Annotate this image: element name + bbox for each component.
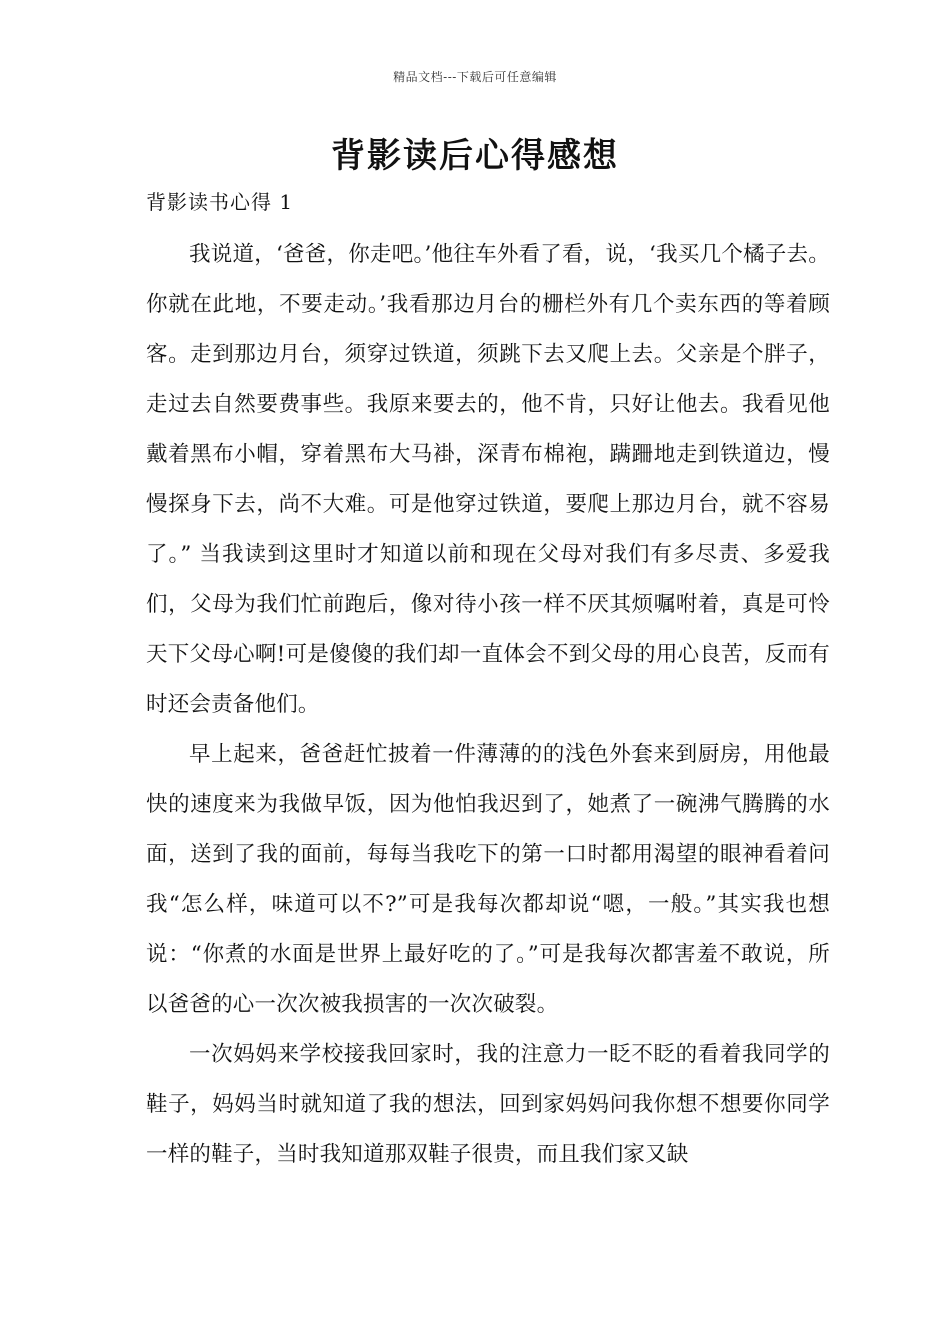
paragraph-2: 早上起来，爸爸赶忙披着一件薄薄的的浅色外套来到厨房，用他最快的速度来为我做早饭，因为他怕我迟到了，她煮了一碗沸气腾腾的水面，送到了我的面前，每每当我吃下的第一口时都用渴望的眼神看着问我“怎么样，味道可以不?”可是我每次都却说“嗯，一般。”其实我也想说：“你煮的水面是世界上最好吃的了。”可是我每次都害羞不敢说，所以爸爸的心一次次被我损害的一次次破裂。	[146, 742, 830, 1017]
paragraph-3: 一次妈妈来学校接我回家时，我的注意力一眨不眨的看着我同学的鞋子，妈妈当时就知道了我的想法，回到家妈妈问我你想不想要你同学一样的鞋子，当时我知道那双鞋子很贵，而且我们家又缺	[146, 1042, 830, 1167]
document-title: 背影读后心得感想	[331, 136, 619, 176]
section-heading: 背影读书心得 1	[146, 190, 294, 214]
page-header: 精品文档---下载后可任意编辑	[393, 70, 557, 84]
paragraph-1: 我说道，‘爸爸，你走吧。’他往车外看了看，说，‘我买几个橘子去。你就在此地，不要走动。’我看那边月台的栅栏外有几个卖东西的等着顾客。走到那边月台，须穿过铁道，须跳下去又爬上去。父亲是个胖子，走过去自然要费事些。我原来要去的，他不肯，只好让他去。我看见他戴着黑布小帽，穿着黑布大马褂，深青布棉袍，蹒跚地走到铁道边，慢慢探身下去，尚不大难。可是他穿过铁道，要爬上那边月台，就不容易了。” 当我读到这里时才知道以前和现在父母对我们有多尽责、多爱我们，父母为我们忙前跑后，像对待小孩一样不厌其烦嘱咐着，真是可怜天下父母心啊!可是傻傻的我们却一直体会不到父母的用心良苦，反而有时还会责备他们。	[146, 242, 830, 717]
document-body	[146, 230, 830, 1180]
